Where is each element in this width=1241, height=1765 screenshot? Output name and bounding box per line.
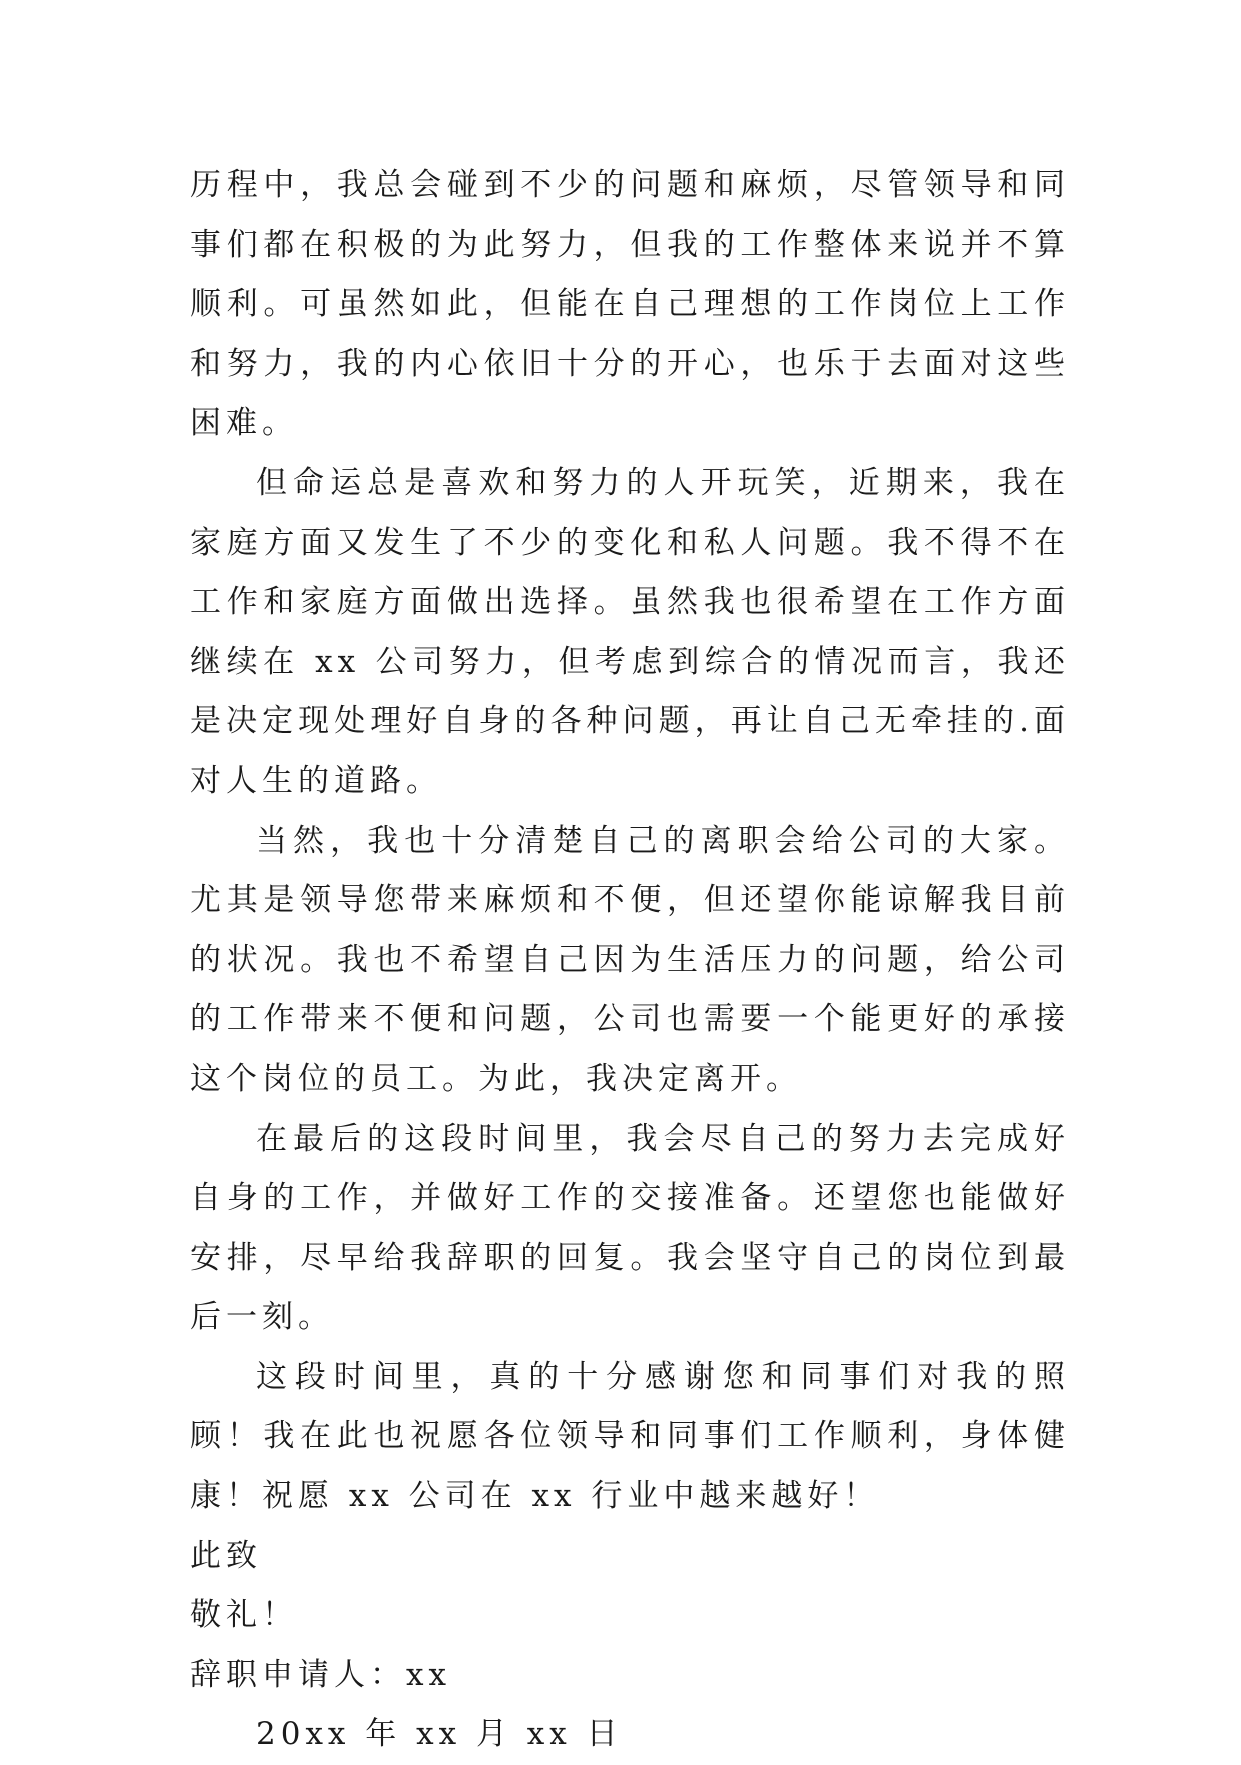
paragraph-2: 但命运总是喜欢和努力的人开玩笑，近期来，我在家庭方面又发生了不少的变化和私人问题。我不得不在工作和家庭方面做出选择。虽然我也很希望在工作方面继续在 xx 公司努力，但考虑到综合的情况而言，我还是决定现处理好自身的各种问题，再让自己无牵挂的.面对人生的道路。 bbox=[190, 464, 1070, 799]
paragraph-4: 在最后的这段时间里，我会尽自己的努力去完成好自身的工作，并做好工作的交接准备。还望您也能做好安排，尽早给我辞职的回复。我会坚守自己的岗位到最后一刻。 bbox=[190, 1120, 1070, 1336]
paragraph-1: 历程中，我总会碰到不少的问题和麻烦，尽管领导和同事们都在积极的为此努力，但我的工作整体来说并不算顺利。可虽然如此，但能在自己理想的工作岗位上工作和努力，我的内心依旧十分的开心，也乐于去面对这些困难。 bbox=[190, 167, 1070, 442]
date-line: 20xx 年 xx 月 xx 日 bbox=[256, 1716, 623, 1753]
letter-body bbox=[190, 156, 1070, 1765]
closing-line: 此致 bbox=[190, 1537, 262, 1574]
signature-line: 辞职申请人：xx bbox=[190, 1656, 451, 1693]
paragraph-5: 这段时间里，真的十分感谢您和同事们对我的照顾！我在此也祝愿各位领导和同事们工作顺利，身体健康！祝愿 xx 公司在 xx 行业中越来越好！ bbox=[190, 1358, 1070, 1515]
paragraph-3: 当然，我也十分清楚自己的离职会给公司的大家。尤其是领导您带来麻烦和不便，但还望你能谅解我目前的状况。我也不希望自己因为生活压力的问题，给公司的工作带来不便和问题，公司也需要一个能更好的承接这个岗位的员工。为此，我决定离开。 bbox=[190, 822, 1070, 1097]
salutation-line: 敬礼！ bbox=[190, 1597, 298, 1634]
